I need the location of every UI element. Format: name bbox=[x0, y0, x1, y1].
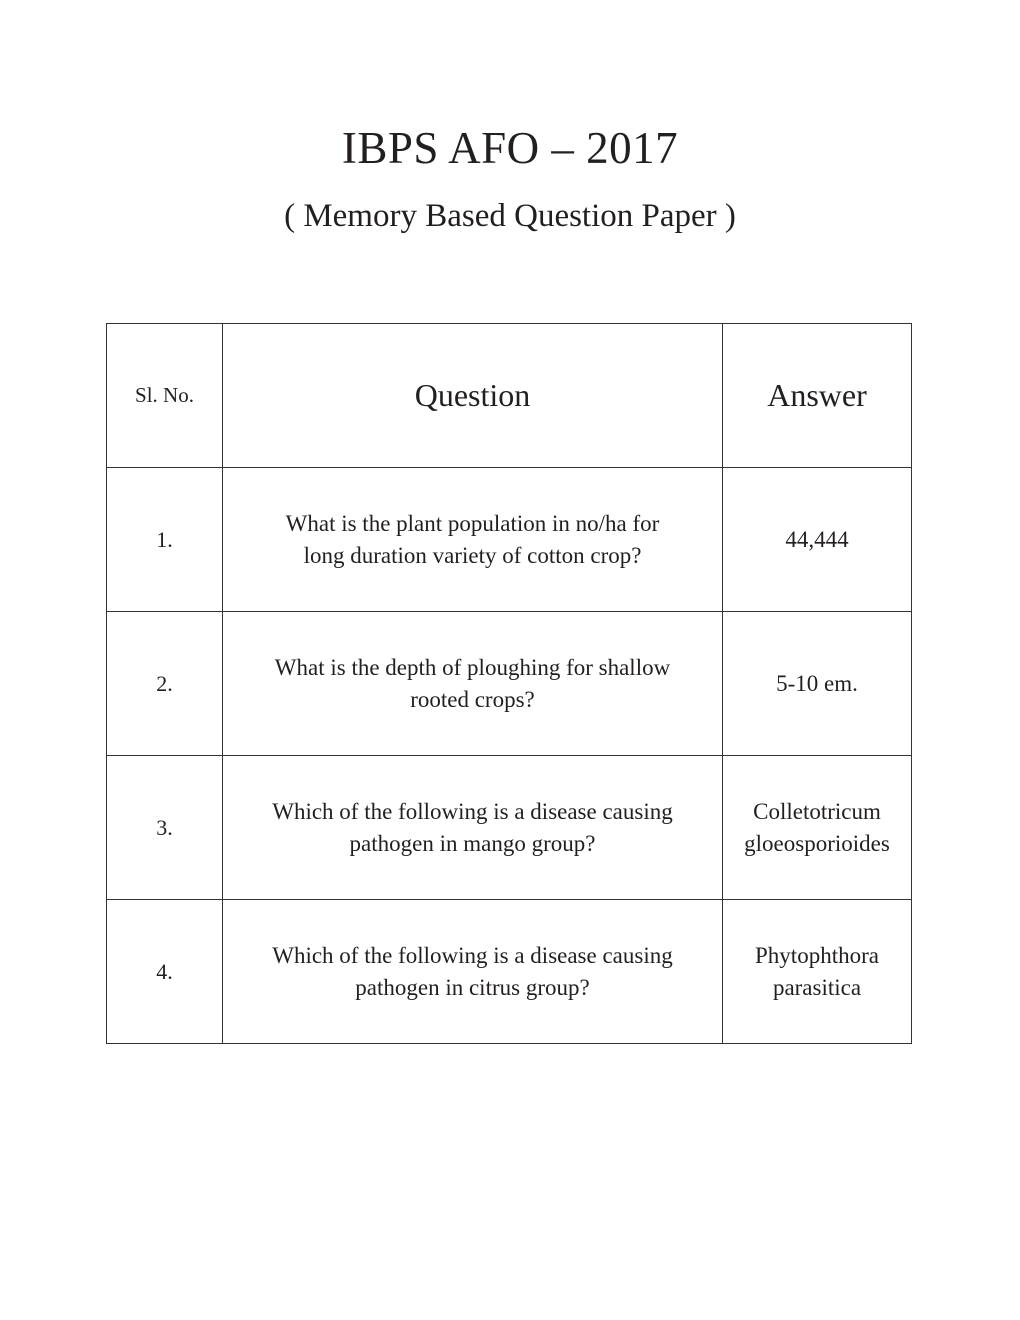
table-row bbox=[107, 468, 912, 612]
page-subtitle: ( Memory Based Question Paper ) bbox=[284, 198, 736, 234]
question-cell bbox=[223, 756, 723, 900]
row-number: 4. bbox=[107, 900, 223, 1044]
question-cell bbox=[223, 612, 723, 756]
table-row bbox=[107, 756, 912, 900]
question-line: What is the depth of ploughing for shallow bbox=[274, 654, 671, 680]
question-line: Which of the following is a disease causing bbox=[272, 798, 673, 824]
answer-line: 44,444 bbox=[785, 526, 849, 552]
answer-line: parasitica bbox=[772, 974, 862, 1000]
question-line: long duration variety of cotton crop? bbox=[303, 542, 642, 568]
question-line: What is the plant population in no/ha for bbox=[285, 510, 660, 536]
table-row bbox=[107, 612, 912, 756]
table-header-row bbox=[107, 324, 912, 468]
row-number: 1. bbox=[107, 468, 223, 612]
question-cell bbox=[223, 900, 723, 1044]
header-sl-no: Sl. No. bbox=[107, 324, 223, 468]
question-table bbox=[106, 323, 912, 1044]
answer-cell bbox=[723, 900, 912, 1044]
row-number: 3. bbox=[107, 756, 223, 900]
answer-line: Colletotricum bbox=[753, 798, 881, 824]
question-line: Which of the following is a disease causing bbox=[272, 942, 673, 968]
answer-cell bbox=[723, 756, 912, 900]
answer-line: 5-10 em. bbox=[776, 670, 858, 696]
header-answer: Answer bbox=[723, 324, 912, 468]
question-line: rooted crops? bbox=[410, 686, 535, 712]
answer-line: gloeosporioides bbox=[744, 830, 890, 856]
question-line: pathogen in citrus group? bbox=[355, 974, 590, 1000]
row-number: 2. bbox=[107, 612, 223, 756]
answer-cell bbox=[723, 612, 912, 756]
table-row bbox=[107, 900, 912, 1044]
question-line: pathogen in mango group? bbox=[349, 830, 596, 856]
answer-line: Phytophthora bbox=[755, 942, 879, 968]
header-question: Question bbox=[223, 324, 723, 468]
page-title: IBPS AFO – 2017 bbox=[341, 123, 679, 173]
answer-cell bbox=[723, 468, 912, 612]
question-cell bbox=[223, 468, 723, 612]
